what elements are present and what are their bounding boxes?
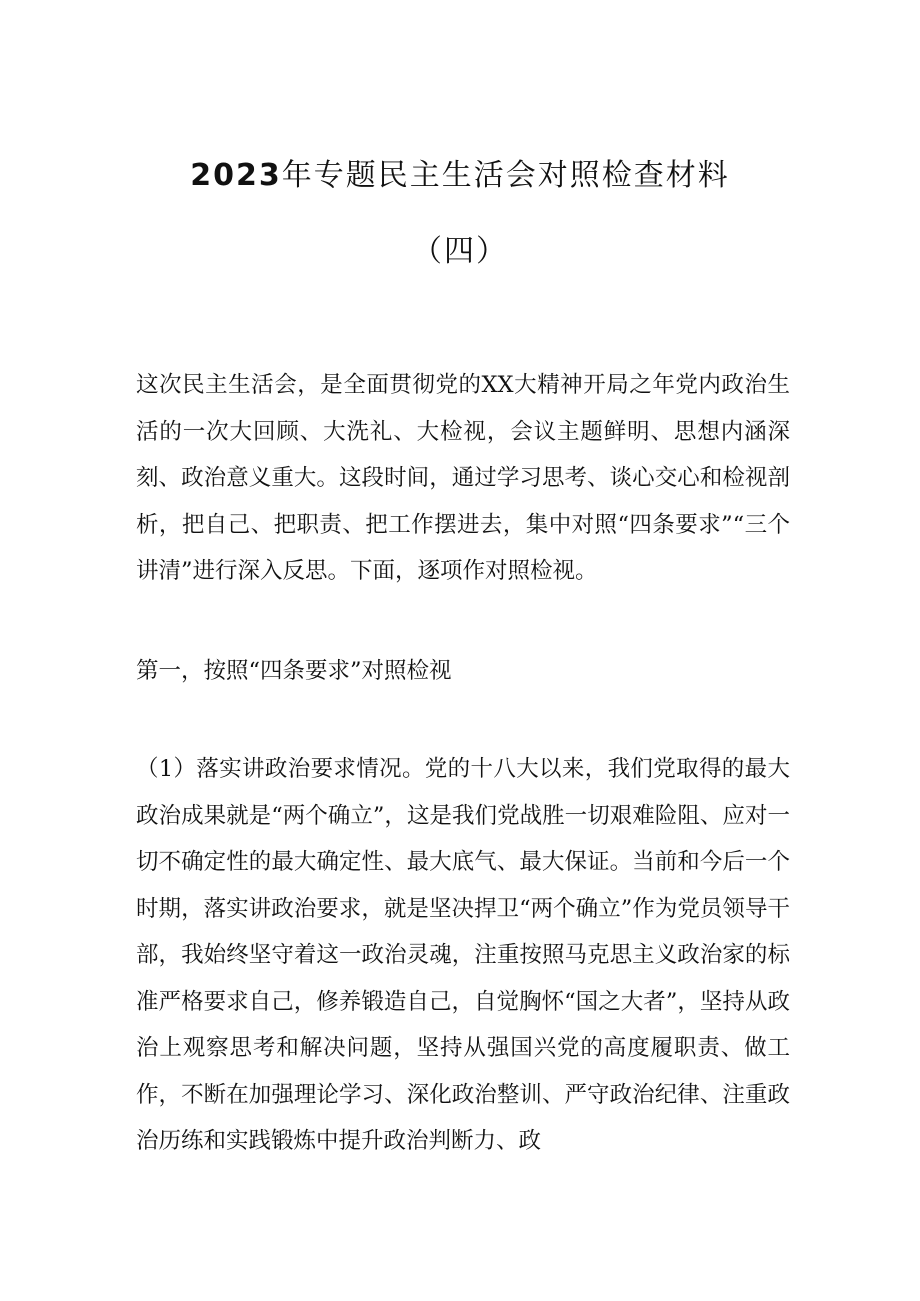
document-subtitle: （四） xyxy=(412,234,508,269)
item-paragraph: （1）落实讲政治要求情况。党的十八大以来，我们党取得的最大政治成果就是“两个确立”，这是我们党战胜一切艰难险阻、应对一切不确定性的最大确定性、最大底气、最大保证。当前和今后一个时期，落实讲政治要求，就是坚决捍卫“两个确立”作为党员领导干部，我始终坚守着这一政治灵魂，注重按照马克思主义政治家的标准严格要求自己，修养锻造自己，自觉胸怀“国之大者”，坚持从政治上观察思考和解决问题，坚持从强国兴党的高度履职责、做工作，不断在加强理论学习、深化政治整训、严守政治纪律、注重政治历练和实践锻炼中提升政治判断力、政 xyxy=(136,756,790,1154)
document-title xyxy=(0,150,920,194)
section-heading: 第一，按照“四条要求”对照检视 xyxy=(136,658,452,684)
title-text: 年专题民主生活会对照检查材料 xyxy=(281,158,730,193)
title-year: 2023 xyxy=(190,158,282,193)
intro-paragraph: 这次民主生活会，是全面贯彻党的XX大精神开局之年党内政治生活的一次大回顾、大洗礼、大检视，会议主题鲜明、思想内涵深刻、政治意义重大。这段时间，通过学习思考、谈心交心和检视剖析，把自己、把职责、把工作摆进去，集中对照“四条要求”“三个讲清”进行深入反思。下面，逐项作对照检视。 xyxy=(136,372,790,584)
